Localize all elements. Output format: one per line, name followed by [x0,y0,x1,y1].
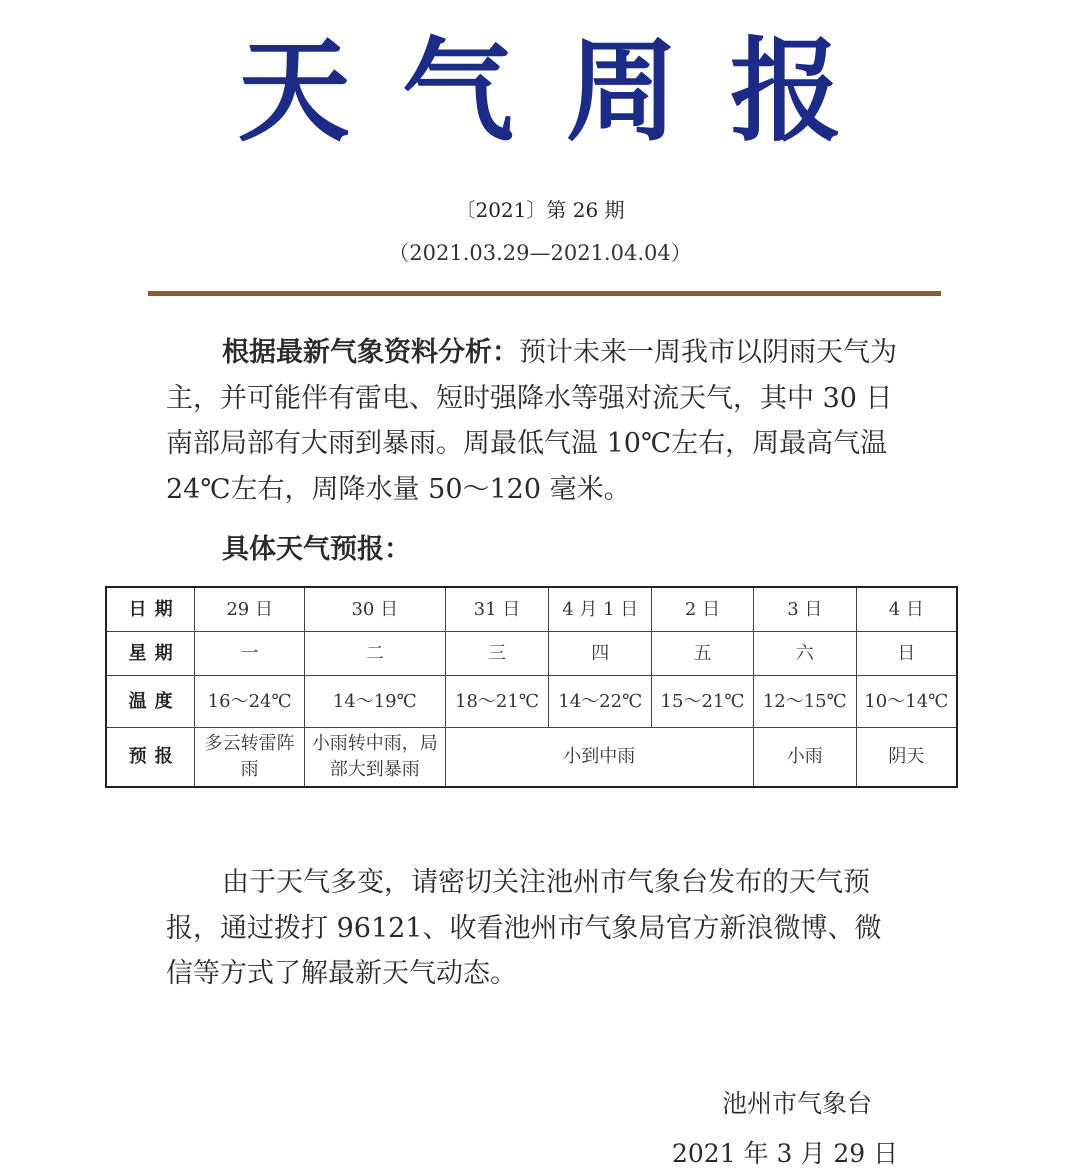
temperature-cell: 18～21℃ [445,676,549,728]
temperature-cell: 10～14℃ [856,676,957,728]
forecast-cell: 多云转雷阵雨 [195,728,305,788]
forecast-cell: 小雨转中雨，局部大到暴雨 [305,728,446,788]
date-cell: 2 日 [652,587,754,632]
date-cell: 4 日 [856,587,957,632]
temperature-cell: 14～19℃ [305,676,446,728]
page-title: 天气周报 [238,27,894,157]
temperature-cell: 16～24℃ [195,676,305,728]
date-cell: 3 日 [753,587,856,632]
temperature-cell: 15～21℃ [652,676,754,728]
table-row-forecast [106,728,957,788]
weekday-cell: 五 [652,632,754,676]
notice-paragraph: 由于天气多变，请密切关注池州市气象台发布的天气预报，通过拨打 96121、收看池州市气象局官方新浪微博、微信等方式了解最新天气动态。 [166,867,882,989]
weekday-cell: 日 [856,632,957,676]
table-row-weekday [106,632,957,676]
weekday-cell: 一 [195,632,305,676]
signature-date: 2021 年 3 月 29 日 [672,1139,899,1168]
date-cell: 29 日 [195,587,305,632]
summary-paragraph [166,330,906,512]
forecast-cell-merged: 小到中雨 [445,728,753,788]
weekday-cell: 六 [753,632,856,676]
summary-lead: 根据最新气象资料分析： [222,337,519,368]
row-label-weekday: 星期 [106,632,195,676]
forecast-cell: 阴天 [856,728,957,788]
row-label-temperature: 温度 [106,676,195,728]
issue-number: 〔2021〕第 26 期 [455,198,625,222]
row-label-forecast: 预报 [106,728,195,788]
table-row-date [106,587,957,632]
table-row-temperature [106,676,957,728]
date-cell: 31 日 [445,587,549,632]
forecast-cell: 小雨 [753,728,856,788]
date-cell: 30 日 [305,587,446,632]
signature-org: 池州市气象台 [722,1089,873,1118]
weekday-cell: 四 [549,632,652,676]
weekday-cell: 三 [445,632,549,676]
date-range: （2021.03.29—2021.04.04） [388,241,692,265]
weekday-cell: 二 [305,632,446,676]
summary-text: 预计未来一周我市以阴雨天气为主，并可能伴有雷电、短时强降水等强对流天气，其中 30 日南部局部有大雨到暴雨。周最低气温 10℃左右，周最高气温 24℃左右，周降水量 50～120 毫米。 [166,337,897,505]
row-label-date: 日期 [106,587,195,632]
forecast-heading: 具体天气预报： [222,534,411,565]
title-divider [148,291,941,296]
temperature-cell: 14～22℃ [549,676,652,728]
temperature-cell: 12～15℃ [753,676,856,728]
forecast-table [105,586,958,788]
date-cell: 4 月 1 日 [549,587,652,632]
